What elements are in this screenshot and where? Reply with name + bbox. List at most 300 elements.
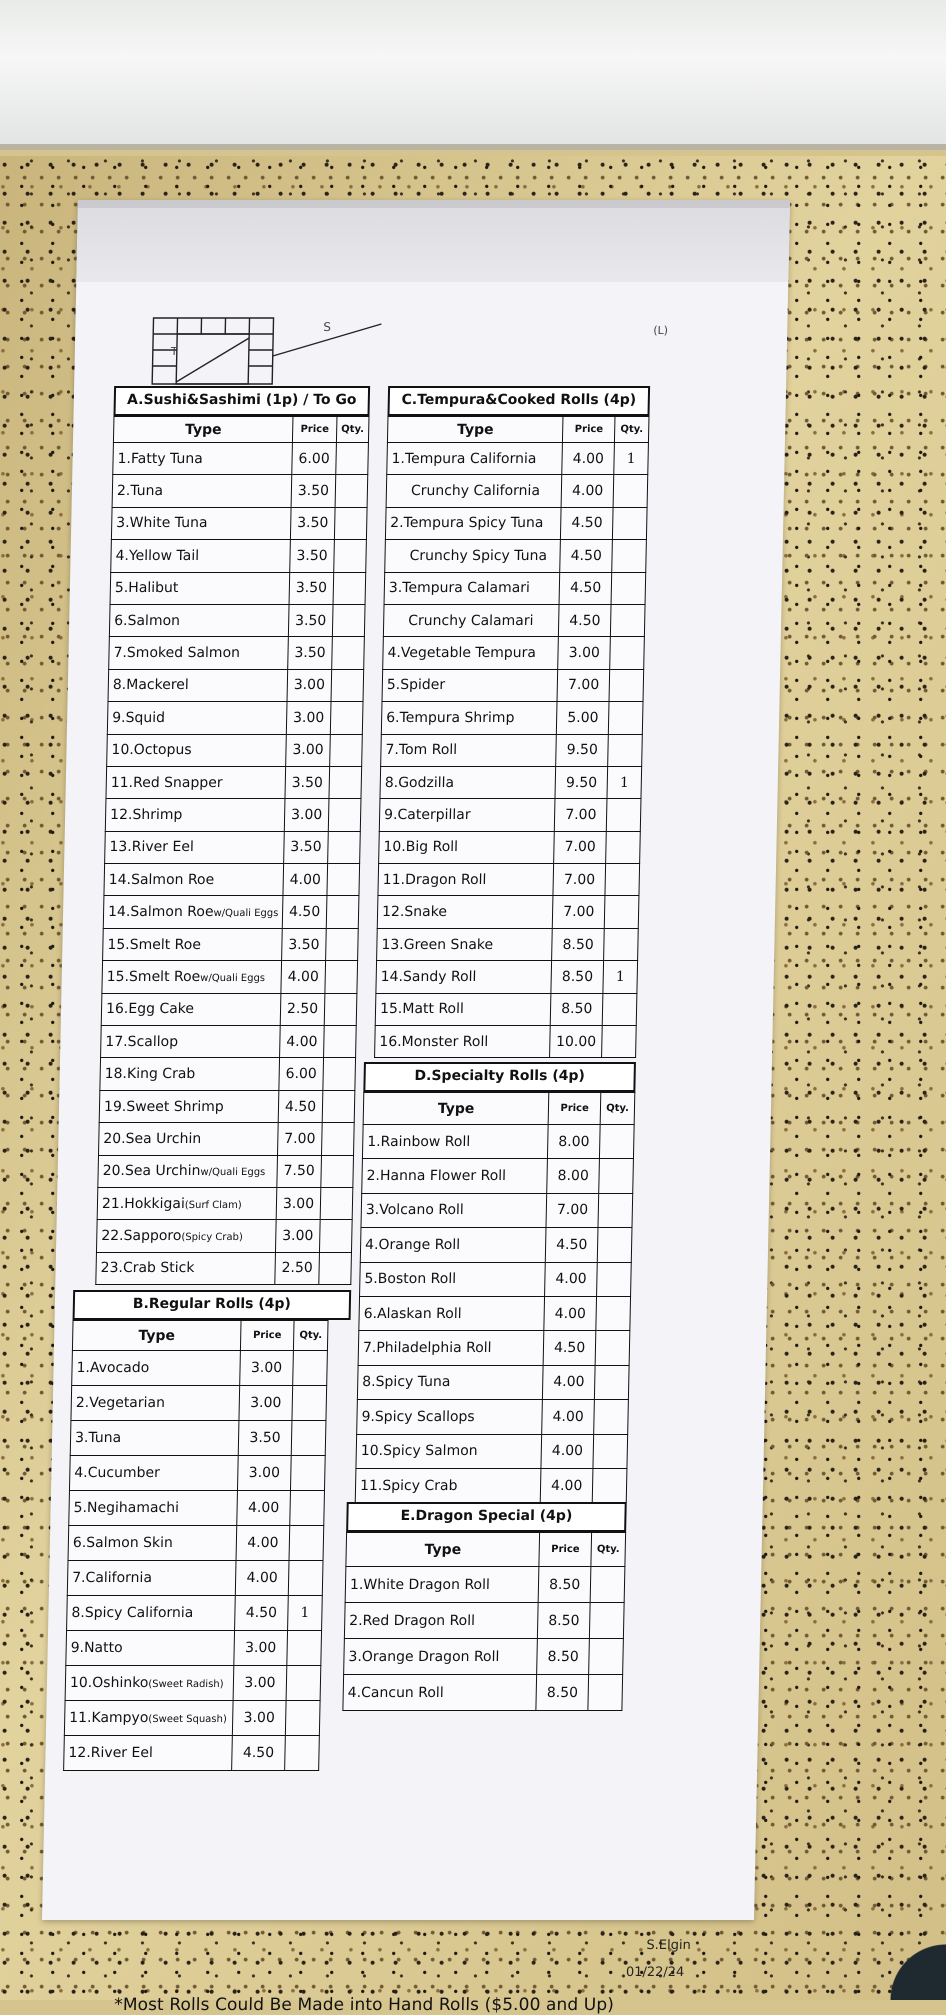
item-type [383, 637, 559, 669]
item-name: Crunchy California [411, 483, 540, 499]
item-name: 13.Green Snake [381, 937, 493, 953]
item-name: 2.Red Dragon Roll [349, 1613, 475, 1629]
item-qty-field[interactable] [602, 993, 637, 1025]
item-price: 8.50 [538, 1603, 591, 1639]
menu-row [387, 443, 649, 475]
item-qty-field[interactable] [292, 1386, 327, 1421]
item-price: 3.00 [233, 1666, 287, 1701]
col-price-header: Price [548, 1093, 600, 1125]
item-price: 4.50 [278, 1090, 322, 1122]
item-qty-field[interactable] [291, 1421, 326, 1456]
item-name: 12.River Eel [68, 1745, 153, 1761]
item-qty-field[interactable]: 1 [603, 961, 638, 993]
menu-row [380, 766, 642, 798]
menu-row [361, 1193, 633, 1227]
item-qty-field[interactable] [589, 1603, 624, 1639]
item-price: 7.00 [555, 799, 607, 831]
item-qty-field[interactable] [328, 799, 361, 831]
item-qty-field[interactable] [291, 1456, 326, 1491]
item-type [102, 961, 282, 993]
item-name: 12.Snake [382, 904, 447, 920]
item-price: 3.00 [276, 1187, 320, 1219]
item-name: 3.Volcano Roll [366, 1202, 464, 1218]
item-note: (Surf Clam) [185, 1200, 242, 1211]
menu-row [111, 540, 367, 572]
menu-row [105, 831, 361, 863]
item-qty-field[interactable] [604, 896, 639, 928]
sketch-label-t: T [171, 345, 178, 358]
item-qty-field[interactable] [327, 864, 360, 896]
item-name: 10.Oshinko [70, 1675, 149, 1691]
item-type [98, 1155, 278, 1187]
item-type [377, 928, 553, 960]
menu-row [112, 475, 368, 507]
item-price: 3.50 [290, 540, 334, 572]
item-type [377, 896, 553, 928]
order-sheet [42, 200, 790, 1920]
item-name: 9.Spicy Scallops [361, 1409, 474, 1425]
item-price: 4.00 [562, 443, 614, 475]
menu-row [108, 669, 364, 701]
item-price: 3.00 [287, 702, 331, 734]
item-qty-field[interactable] [286, 1666, 321, 1701]
item-price: 8.00 [547, 1159, 599, 1193]
col-price-header: Price [539, 1533, 591, 1567]
item-type [64, 1736, 233, 1771]
item-qty-field[interactable] [293, 1351, 328, 1386]
section-d-specialty-rolls [355, 1062, 636, 1503]
menu-row [110, 572, 366, 604]
corner-mark: (L) [653, 324, 668, 337]
menu-row [64, 1701, 320, 1736]
menu-row [99, 1123, 355, 1155]
menu-row [69, 1491, 325, 1526]
item-name: 6.Alaskan Roll [364, 1306, 462, 1322]
item-price: 8.50 [537, 1639, 590, 1675]
menu-row [379, 831, 641, 863]
menu-row [99, 1090, 355, 1122]
item-price: 3.00 [239, 1386, 293, 1421]
item-price: 3.00 [286, 734, 330, 766]
item-type [379, 799, 555, 831]
menu-row [377, 928, 639, 960]
section-c-table [374, 416, 649, 1058]
item-type [379, 831, 555, 863]
item-price: 4.50 [283, 896, 327, 928]
item-type [356, 1434, 542, 1468]
menu-row [345, 1567, 625, 1603]
item-price: 3.00 [232, 1701, 286, 1736]
item-name: 11.Kampyo [69, 1710, 148, 1726]
item-qty-field[interactable] [335, 475, 368, 507]
item-qty-field[interactable] [334, 507, 367, 539]
item-type [72, 1351, 241, 1386]
item-type [375, 1026, 551, 1058]
item-price: 7.00 [554, 831, 606, 863]
menu-row [104, 864, 360, 896]
item-qty-field[interactable] [612, 540, 647, 572]
menu-row [379, 799, 641, 831]
signature-date: 01/22/24 [626, 1965, 685, 1980]
menu-row [109, 637, 365, 669]
menu-row [344, 1639, 624, 1675]
item-qty-field[interactable] [606, 831, 641, 863]
section-e-table [342, 1532, 626, 1711]
item-qty-field[interactable] [610, 637, 645, 669]
menu-row [376, 961, 638, 993]
item-name: 6.Tempura Shrimp [386, 710, 515, 726]
item-qty-field[interactable] [609, 669, 644, 701]
section-e-title: E.Dragon Special (4p) [346, 1502, 627, 1532]
menu-row [382, 669, 644, 701]
item-price: 4.00 [236, 1526, 290, 1561]
item-price: 4.00 [541, 1434, 593, 1468]
item-note: w/Quali Eggs [200, 973, 265, 984]
menu-row [103, 896, 359, 928]
item-qty-field[interactable] [321, 1155, 354, 1187]
item-type [101, 1026, 281, 1058]
item-qty-field[interactable] [594, 1400, 629, 1434]
item-qty-field[interactable] [605, 864, 640, 896]
sketch-label-s: S [323, 320, 331, 334]
item-price: 3.00 [237, 1456, 291, 1491]
item-price: 4.50 [561, 507, 613, 539]
item-price: 3.00 [558, 637, 610, 669]
item-type [387, 443, 563, 475]
item-qty-field[interactable] [319, 1252, 352, 1284]
item-qty-field[interactable] [325, 961, 358, 993]
item-qty-field[interactable] [592, 1468, 627, 1502]
item-price: 4.50 [559, 604, 611, 636]
item-note: (Sweet Radish) [148, 1679, 223, 1690]
item-type [343, 1675, 537, 1711]
item-name: 4.Vegetable Tempura [387, 645, 536, 661]
item-name: 5.Negihamachi [73, 1500, 179, 1516]
item-type [104, 864, 284, 896]
item-qty-field[interactable] [604, 928, 639, 960]
item-price: 3.50 [238, 1421, 292, 1456]
item-name: 15.Smelt Roe [107, 937, 201, 953]
menu-row [67, 1596, 323, 1631]
item-price: 4.50 [559, 572, 611, 604]
item-price: 8.50 [552, 928, 604, 960]
item-price: 3.50 [284, 831, 328, 863]
item-name: 1.White Dragon Roll [350, 1577, 490, 1593]
item-note: w/Quali Eggs [213, 908, 278, 919]
item-price: 4.00 [280, 1026, 324, 1058]
item-name: 8.Spicy Tuna [362, 1374, 451, 1390]
menu-row [385, 540, 647, 572]
item-price: 8.00 [548, 1125, 600, 1159]
menu-row [68, 1526, 324, 1561]
item-name: 1.Tempura California [391, 451, 536, 467]
item-name: 11.Spicy Crab [360, 1478, 458, 1494]
item-type [66, 1631, 235, 1666]
item-name: 13.River Eel [109, 839, 194, 855]
item-name: 17.Scallop [105, 1034, 178, 1050]
menu-row [375, 993, 637, 1025]
item-type [378, 864, 554, 896]
col-type-header: Type [346, 1533, 540, 1567]
item-qty-field[interactable] [290, 1491, 325, 1526]
item-name: 18.King Crab [105, 1066, 196, 1082]
menu-row [102, 961, 358, 993]
item-name: 4.Cancun Roll [348, 1685, 444, 1701]
item-qty-field[interactable]: 1 [607, 766, 642, 798]
item-name: 4.Orange Roll [365, 1237, 460, 1253]
item-name: 8.Spicy California [71, 1605, 193, 1621]
item-qty-field[interactable]: 1 [288, 1596, 323, 1631]
item-qty-field[interactable] [289, 1526, 324, 1561]
item-price: 2.50 [275, 1252, 319, 1284]
item-qty-field[interactable] [606, 799, 641, 831]
item-type [108, 669, 288, 701]
item-price: 8.50 [536, 1675, 589, 1711]
menu-row [362, 1159, 634, 1193]
item-type [355, 1468, 541, 1502]
item-name: 8.Godzilla [385, 775, 455, 791]
item-name: 22.Sapporo [101, 1228, 181, 1244]
item-name: 2.Tuna [117, 483, 163, 499]
item-price: 5.00 [557, 702, 609, 734]
menu-row [381, 702, 643, 734]
item-type [110, 572, 290, 604]
item-qty-field[interactable] [611, 604, 646, 636]
menu-row [384, 572, 646, 604]
menu-row [362, 1125, 634, 1159]
menu-row [106, 766, 362, 798]
section-c-title: C.Tempura&Cooked Rolls (4p) [387, 386, 650, 416]
item-name: 5.Halibut [115, 580, 179, 596]
item-name: 21.Hokkigai [102, 1196, 185, 1212]
item-qty-field[interactable] [588, 1675, 623, 1711]
item-name: 1.Avocado [76, 1360, 149, 1376]
dark-object-corner [876, 1940, 946, 2000]
item-type [109, 604, 289, 636]
item-qty-field[interactable] [321, 1123, 354, 1155]
item-type [68, 1526, 237, 1561]
section-a-title: A.Sushi&Sashimi (1p) / To Go [113, 386, 370, 416]
item-type [107, 702, 287, 734]
item-qty-field[interactable] [285, 1736, 320, 1771]
item-price: 7.00 [557, 669, 609, 701]
item-qty-field[interactable] [333, 572, 366, 604]
col-price-header: Price [563, 417, 615, 443]
item-qty-field[interactable] [331, 637, 364, 669]
item-name: 19.Sweet Shrimp [104, 1099, 224, 1115]
menu-row [377, 896, 639, 928]
item-name: 9.Caterpillar [384, 807, 471, 823]
item-price: 4.50 [543, 1331, 595, 1365]
table-layout-sketch [150, 316, 401, 386]
menu-row [96, 1252, 352, 1284]
item-price: 4.00 [283, 864, 327, 896]
item-qty-field[interactable] [598, 1193, 633, 1227]
item-price: 2.50 [281, 993, 325, 1025]
menu-row [358, 1331, 630, 1365]
menu-row [67, 1561, 323, 1596]
item-qty-field[interactable] [329, 766, 362, 798]
item-type [71, 1386, 240, 1421]
item-name: 2.Vegetarian [76, 1395, 165, 1411]
item-name: 14.Sandy Roll [381, 969, 477, 985]
item-name: 9.Natto [71, 1640, 123, 1656]
item-price: 7.00 [278, 1123, 322, 1155]
item-type [106, 766, 286, 798]
item-qty-field[interactable] [285, 1701, 320, 1736]
item-price: 4.50 [546, 1228, 598, 1262]
item-qty-field[interactable] [327, 831, 360, 863]
item-price: 3.00 [234, 1631, 288, 1666]
menu-row [101, 993, 357, 1025]
item-name: 10.Big Roll [383, 839, 458, 855]
item-name: 8.Mackerel [113, 677, 189, 693]
item-name: 2.Tempura Spicy Tuna [390, 515, 544, 531]
menu-row [357, 1400, 629, 1434]
item-name: 7.Philadelphia Roll [363, 1340, 492, 1356]
item-type [358, 1331, 544, 1365]
item-name: 3.White Tuna [116, 515, 208, 531]
item-type [113, 443, 293, 475]
item-type [344, 1639, 538, 1675]
item-type [381, 702, 557, 734]
item-price: 4.00 [235, 1561, 289, 1596]
item-qty-field[interactable] [597, 1228, 632, 1262]
item-qty-field[interactable] [611, 572, 646, 604]
item-qty-field[interactable] [325, 928, 358, 960]
item-type [101, 993, 281, 1025]
menu-row [383, 604, 645, 636]
item-qty-field[interactable] [599, 1125, 634, 1159]
item-price: 4.00 [281, 961, 325, 993]
item-qty-field[interactable] [323, 1026, 356, 1058]
menu-row [64, 1736, 320, 1771]
menu-row [98, 1155, 354, 1187]
item-qty-field[interactable] [320, 1187, 353, 1219]
item-type [69, 1456, 238, 1491]
item-note: w/Quali Eggs [200, 1167, 265, 1178]
item-price: 10.00 [550, 1026, 602, 1058]
item-price: 9.50 [556, 734, 608, 766]
item-name: Crunchy Calamari [408, 613, 534, 629]
item-type [382, 669, 558, 701]
item-qty-field[interactable] [323, 1058, 356, 1090]
item-qty-field[interactable] [595, 1331, 630, 1365]
menu-row [65, 1666, 321, 1701]
col-qty-header: Qty. [600, 1093, 635, 1125]
item-name: 15.Smelt Roe [107, 969, 201, 985]
item-qty-field[interactable] [599, 1159, 634, 1193]
window-sill [0, 0, 946, 150]
item-qty-field[interactable] [597, 1262, 632, 1296]
item-qty-field[interactable] [336, 443, 369, 475]
item-type [109, 637, 289, 669]
item-price: 3.00 [276, 1220, 320, 1252]
item-type [359, 1296, 545, 1330]
item-qty-field[interactable] [593, 1434, 628, 1468]
item-price: 4.50 [234, 1596, 288, 1631]
item-type [360, 1262, 546, 1296]
item-price: 7.50 [277, 1155, 321, 1187]
col-price-header: Price [293, 417, 337, 443]
menu-row [344, 1603, 624, 1639]
item-note: (Spicy Crab) [181, 1232, 243, 1243]
item-name: 15.Matt Roll [380, 1001, 464, 1017]
menu-row [96, 1220, 352, 1252]
item-price: 4.00 [237, 1491, 291, 1526]
item-type [64, 1701, 233, 1736]
item-name: 1.Fatty Tuna [117, 451, 203, 467]
item-qty-field[interactable] [324, 993, 357, 1025]
item-qty-field[interactable] [594, 1365, 629, 1399]
section-a-table [95, 416, 369, 1285]
item-type [376, 961, 552, 993]
item-type [344, 1603, 538, 1639]
item-qty-field[interactable] [330, 702, 363, 734]
item-type [111, 507, 291, 539]
item-type [360, 1228, 546, 1262]
item-price: 4.00 [542, 1400, 594, 1434]
item-qty-field[interactable] [589, 1639, 624, 1675]
item-qty-field[interactable] [613, 507, 648, 539]
item-name: 6.Salmon [114, 613, 180, 629]
item-qty-field[interactable] [590, 1567, 625, 1603]
item-type [362, 1125, 548, 1159]
item-name: 11.Dragon Roll [383, 872, 487, 888]
item-name: 9.Squid [112, 710, 165, 726]
col-type-header: Type [387, 417, 563, 443]
menu-row [72, 1351, 328, 1386]
item-qty-field[interactable] [333, 540, 366, 572]
item-type [111, 540, 291, 572]
item-qty-field[interactable] [322, 1090, 355, 1122]
item-qty-field[interactable] [608, 734, 643, 766]
item-qty-field[interactable] [288, 1561, 323, 1596]
item-type [67, 1596, 236, 1631]
item-price: 3.00 [285, 799, 329, 831]
item-qty-field[interactable] [287, 1631, 322, 1666]
item-qty-field[interactable]: 1 [614, 443, 649, 475]
item-qty-field[interactable] [326, 896, 359, 928]
item-price: 9.50 [555, 766, 607, 798]
item-qty-field[interactable] [608, 702, 643, 734]
section-e-dragon-special [342, 1502, 626, 1711]
item-name: 10.Spicy Salmon [361, 1443, 478, 1459]
section-d-title: D.Specialty Rolls (4p) [363, 1062, 636, 1092]
item-qty-field[interactable] [613, 475, 648, 507]
item-price: 6.00 [292, 443, 336, 475]
item-name: 3.Orange Dragon Roll [348, 1649, 499, 1665]
menu-row [100, 1058, 356, 1090]
item-name: 2.Hanna Flower Roll [366, 1168, 506, 1184]
item-type [383, 604, 559, 636]
item-qty-field[interactable] [319, 1220, 352, 1252]
item-qty-field[interactable] [331, 669, 364, 701]
item-name: 7.Smoked Salmon [113, 645, 240, 661]
section-b-table [63, 1320, 328, 1771]
item-qty-field[interactable] [332, 604, 365, 636]
menu-row [71, 1386, 327, 1421]
item-qty-field[interactable] [329, 734, 362, 766]
item-qty-field[interactable] [596, 1296, 631, 1330]
item-name: 10.Octopus [111, 742, 191, 758]
item-qty-field[interactable] [602, 1026, 637, 1058]
item-name: 7.California [72, 1570, 152, 1586]
menu-row [359, 1296, 631, 1330]
item-price: 8.50 [538, 1567, 591, 1603]
item-price: 8.50 [551, 993, 603, 1025]
item-name: 23.Crab Stick [100, 1260, 194, 1276]
